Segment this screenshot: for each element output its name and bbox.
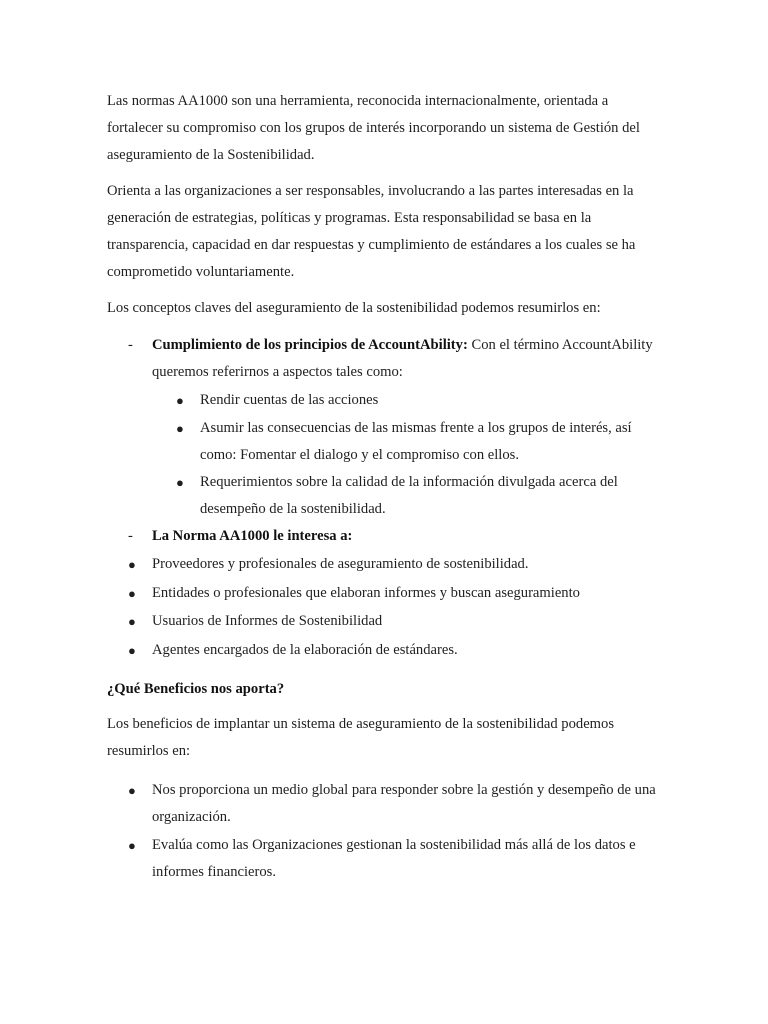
bullet-icon: ●: [176, 475, 184, 490]
list-item: ● Requerimientos sobre la calidad de la información divulgada acerca del desempeño de la sostenibilidad.: [176, 469, 646, 523]
list-item-norma: [128, 523, 668, 550]
bullet-icon: ●: [128, 614, 136, 629]
list-item: ● Asumir las consecuencias de las mismas frente a los grupos de interés, así como: Fomentar el dialogo y el compromiso con ellos.: [176, 415, 646, 469]
bullet-icon: ●: [128, 783, 136, 798]
list-item-cumplimiento: [128, 332, 668, 386]
bullet-icon: ●: [176, 421, 184, 436]
bullet-icon: ●: [128, 586, 136, 601]
list-item: ● Nos proporciona un medio global para responder sobre la gestión y desempeño de una organización.: [128, 777, 668, 831]
list-item: ● Proveedores y profesionales de aseguramiento de sostenibilidad.: [128, 551, 668, 578]
dash-marker: -: [128, 337, 133, 353]
heading-beneficios: ¿Qué Beneficios nos aporta?: [107, 681, 285, 697]
paragraph-beneficios: Los beneficios de implantar un sistema de aseguramiento de la sostenibilidad podemos resumirlos en:: [107, 716, 615, 759]
paragraph-intro: Las normas AA1000 son una herramienta, reconocida internacionalmente, orientada a fortalecer su compromiso con los grupos de interés incorporando un sistema de Gestión del aseguramiento de la Sostenibilidad.: [107, 93, 640, 163]
paragraph-conceptos: Los conceptos claves del aseguramiento de la sostenibilidad podemos resumirlos en:: [107, 300, 601, 316]
paragraph-orienta: Orienta a las organizaciones a ser responsables, involucrando a las partes interesadas en la generación de estrategias, políticas y programas. Esta responsabilidad se basa en la transparencia, capacidad en dar respuestas y cumplimiento de estándares a los cuales se ha comprometido voluntariamente.: [107, 183, 636, 280]
bullet-icon: ●: [128, 643, 136, 658]
bullet-icon: ●: [176, 393, 184, 408]
list-item: ● Rendir cuentas de las acciones: [176, 387, 646, 414]
list-item: ● Usuarios de Informes de Sostenibilidad: [128, 608, 668, 635]
list-item: ● Entidades o profesionales que elaboran informes y buscan aseguramiento: [128, 580, 668, 607]
list-item: ● Agentes encargados de la elaboración de estándares.: [128, 637, 668, 664]
list-item: ● Evalúa como las Organizaciones gestionan la sostenibilidad más allá de los datos e informes financieros.: [128, 832, 668, 886]
section-title-norma: La Norma AA1000 le interesa a:: [152, 528, 353, 544]
dash-marker: -: [128, 528, 133, 544]
section-title-cumplimiento: Cumplimiento de los principios de AccountAbility:: [152, 337, 468, 353]
section-text-cumplimiento: Con el término AccountAbility queremos referirnos a aspectos tales como:: [152, 337, 653, 380]
bullet-icon: ●: [128, 557, 136, 572]
bullet-icon: ●: [128, 838, 136, 853]
